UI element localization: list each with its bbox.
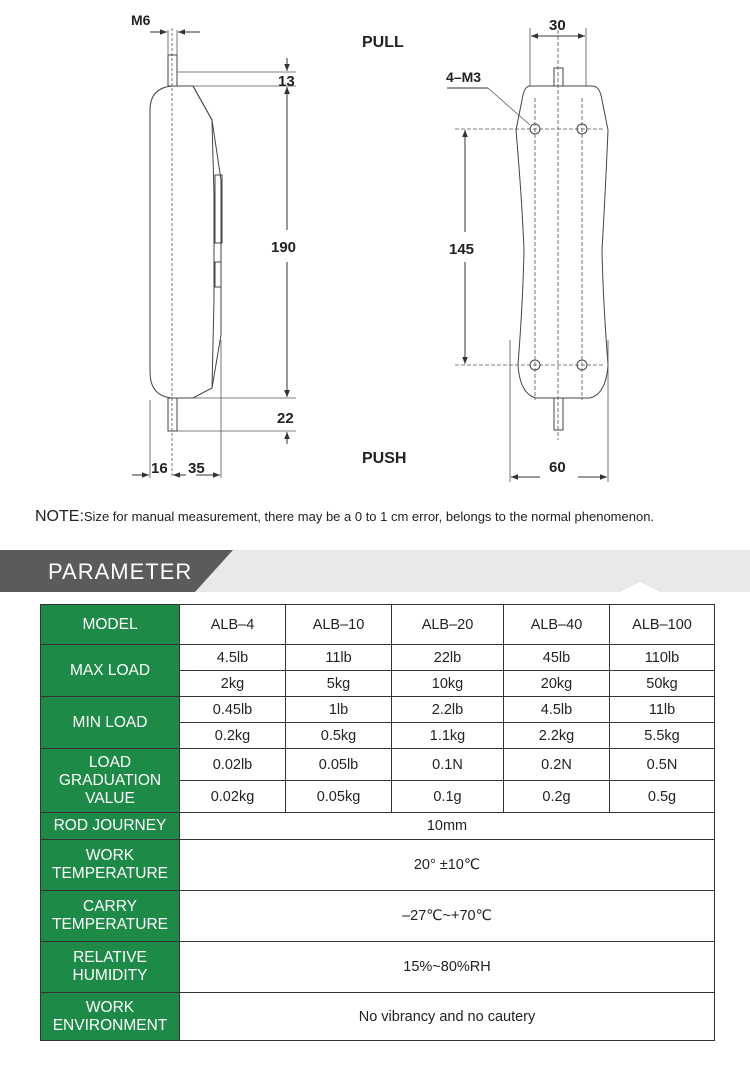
model-cell: ALB–20 bbox=[392, 605, 504, 645]
pull-label: PULL bbox=[362, 34, 404, 51]
graduation-b-cell: 0.02kg bbox=[180, 781, 286, 813]
table-row bbox=[41, 891, 715, 942]
min-load-lb-cell: 0.45lb bbox=[180, 697, 286, 723]
table-row bbox=[41, 993, 715, 1041]
graduation-header-line: LOAD bbox=[88, 753, 132, 771]
max-load-kg-cell: 5kg bbox=[286, 671, 392, 697]
graduation-header bbox=[41, 749, 180, 813]
header-line: HUMIDITY bbox=[72, 967, 148, 984]
table-row bbox=[41, 942, 715, 993]
dim-top-width-label: 30 bbox=[549, 17, 566, 34]
environment-header bbox=[41, 993, 180, 1041]
table-row bbox=[41, 605, 715, 645]
dim-left-b-label: 35 bbox=[188, 460, 205, 477]
min-load-kg-cell: 0.5kg bbox=[286, 723, 392, 749]
graduation-a-cell: 0.05lb bbox=[286, 749, 392, 781]
humidity-header bbox=[41, 942, 180, 993]
max-load-lb-cell: 22lb bbox=[392, 645, 504, 671]
min-load-lb-cell: 2.2lb bbox=[392, 697, 504, 723]
dim-left-a-label: 16 bbox=[151, 460, 168, 477]
min-load-kg-cell: 0.2kg bbox=[180, 723, 286, 749]
measurement-note bbox=[35, 508, 735, 526]
front-view-extension-lines bbox=[455, 28, 608, 482]
max-load-kg-cell: 2kg bbox=[180, 671, 286, 697]
graduation-b-cell: 0.05kg bbox=[286, 781, 392, 813]
note-text: Size for manual measurement, there may be a 0 to 1 cm error, belongs to the normal phenomenon. bbox=[83, 509, 655, 524]
header-line: CARRY bbox=[83, 898, 137, 915]
max-load-kg-cell: 50kg bbox=[610, 671, 715, 697]
graduation-b-cell: 0.5g bbox=[610, 781, 715, 813]
max-load-lb-cell: 45lb bbox=[504, 645, 610, 671]
graduation-header-line: GRADUATION bbox=[58, 771, 162, 789]
thread-label: M6 bbox=[131, 12, 151, 28]
header-line: TEMPERATURE bbox=[52, 865, 168, 882]
max-load-header: MAX LOAD bbox=[41, 645, 180, 697]
max-load-lb-cell: 11lb bbox=[286, 645, 392, 671]
header-line: ENVIRONMENT bbox=[52, 1016, 168, 1034]
max-load-lb-cell: 4.5lb bbox=[180, 645, 286, 671]
max-load-kg-cell: 10kg bbox=[392, 671, 504, 697]
side-view-dimension-lines bbox=[132, 32, 287, 475]
header-line: WORK bbox=[85, 998, 135, 1016]
model-cell: ALB–40 bbox=[504, 605, 610, 645]
front-view-gauge bbox=[516, 68, 608, 430]
carry-temperature-header bbox=[41, 891, 180, 942]
min-load-lb-cell: 11lb bbox=[610, 697, 715, 723]
note-lead: NOTE: bbox=[35, 508, 84, 525]
model-cell: ALB–100 bbox=[610, 605, 715, 645]
model-cell: ALB–4 bbox=[180, 605, 286, 645]
table-row bbox=[41, 697, 715, 723]
work-temperature-value: 20° ±10℃ bbox=[180, 840, 715, 891]
dim-width-label: 60 bbox=[549, 459, 566, 476]
dim-hole-spacing-label: 145 bbox=[449, 241, 475, 258]
parameter-table bbox=[40, 604, 715, 1041]
model-cell: ALB–10 bbox=[286, 605, 392, 645]
max-load-lb-cell: 110lb bbox=[610, 645, 715, 671]
header-line: TEMPERATURE bbox=[52, 916, 168, 933]
min-load-lb-cell: 4.5lb bbox=[504, 697, 610, 723]
table-row bbox=[41, 840, 715, 891]
graduation-a-cell: 0.02lb bbox=[180, 749, 286, 781]
min-load-kg-cell: 1.1kg bbox=[392, 723, 504, 749]
graduation-a-cell: 0.2N bbox=[504, 749, 610, 781]
graduation-header-line: VALUE bbox=[85, 789, 135, 807]
section-title: PARAMETER bbox=[48, 559, 193, 584]
header-line: RELATIVE bbox=[73, 949, 147, 966]
model-header: MODEL bbox=[41, 605, 180, 645]
work-temperature-header bbox=[41, 840, 180, 891]
max-load-kg-cell: 20kg bbox=[504, 671, 610, 697]
min-load-kg-cell: 2.2kg bbox=[504, 723, 610, 749]
header-line: WORK bbox=[85, 847, 135, 864]
humidity-value: 15%~80%RH bbox=[180, 942, 715, 993]
carry-temperature-value: –27℃~+70℃ bbox=[180, 891, 715, 942]
graduation-b-cell: 0.2g bbox=[504, 781, 610, 813]
min-load-lb-cell: 1lb bbox=[286, 697, 392, 723]
graduation-a-cell: 0.1N bbox=[392, 749, 504, 781]
table-row bbox=[41, 645, 715, 671]
mount-label: 4–M3 bbox=[446, 69, 482, 85]
dim-length-label: 190 bbox=[271, 239, 297, 256]
push-label: PUSH bbox=[362, 450, 407, 467]
rod-journey-value: 10mm bbox=[180, 813, 715, 840]
graduation-b-cell: 0.1g bbox=[392, 781, 504, 813]
min-load-kg-cell: 5.5kg bbox=[610, 723, 715, 749]
dim-bottom-label: 22 bbox=[277, 410, 294, 427]
side-view-gauge bbox=[150, 55, 222, 431]
table-row bbox=[41, 813, 715, 840]
dim-top-label: 13 bbox=[278, 73, 295, 90]
environment-value: No vibrancy and no cautery bbox=[180, 993, 715, 1041]
rod-journey-header: ROD JOURNEY bbox=[41, 813, 180, 840]
dimension-drawing bbox=[0, 0, 750, 500]
min-load-header: MIN LOAD bbox=[41, 697, 180, 749]
graduation-a-cell: 0.5N bbox=[610, 749, 715, 781]
table-row bbox=[41, 749, 715, 781]
